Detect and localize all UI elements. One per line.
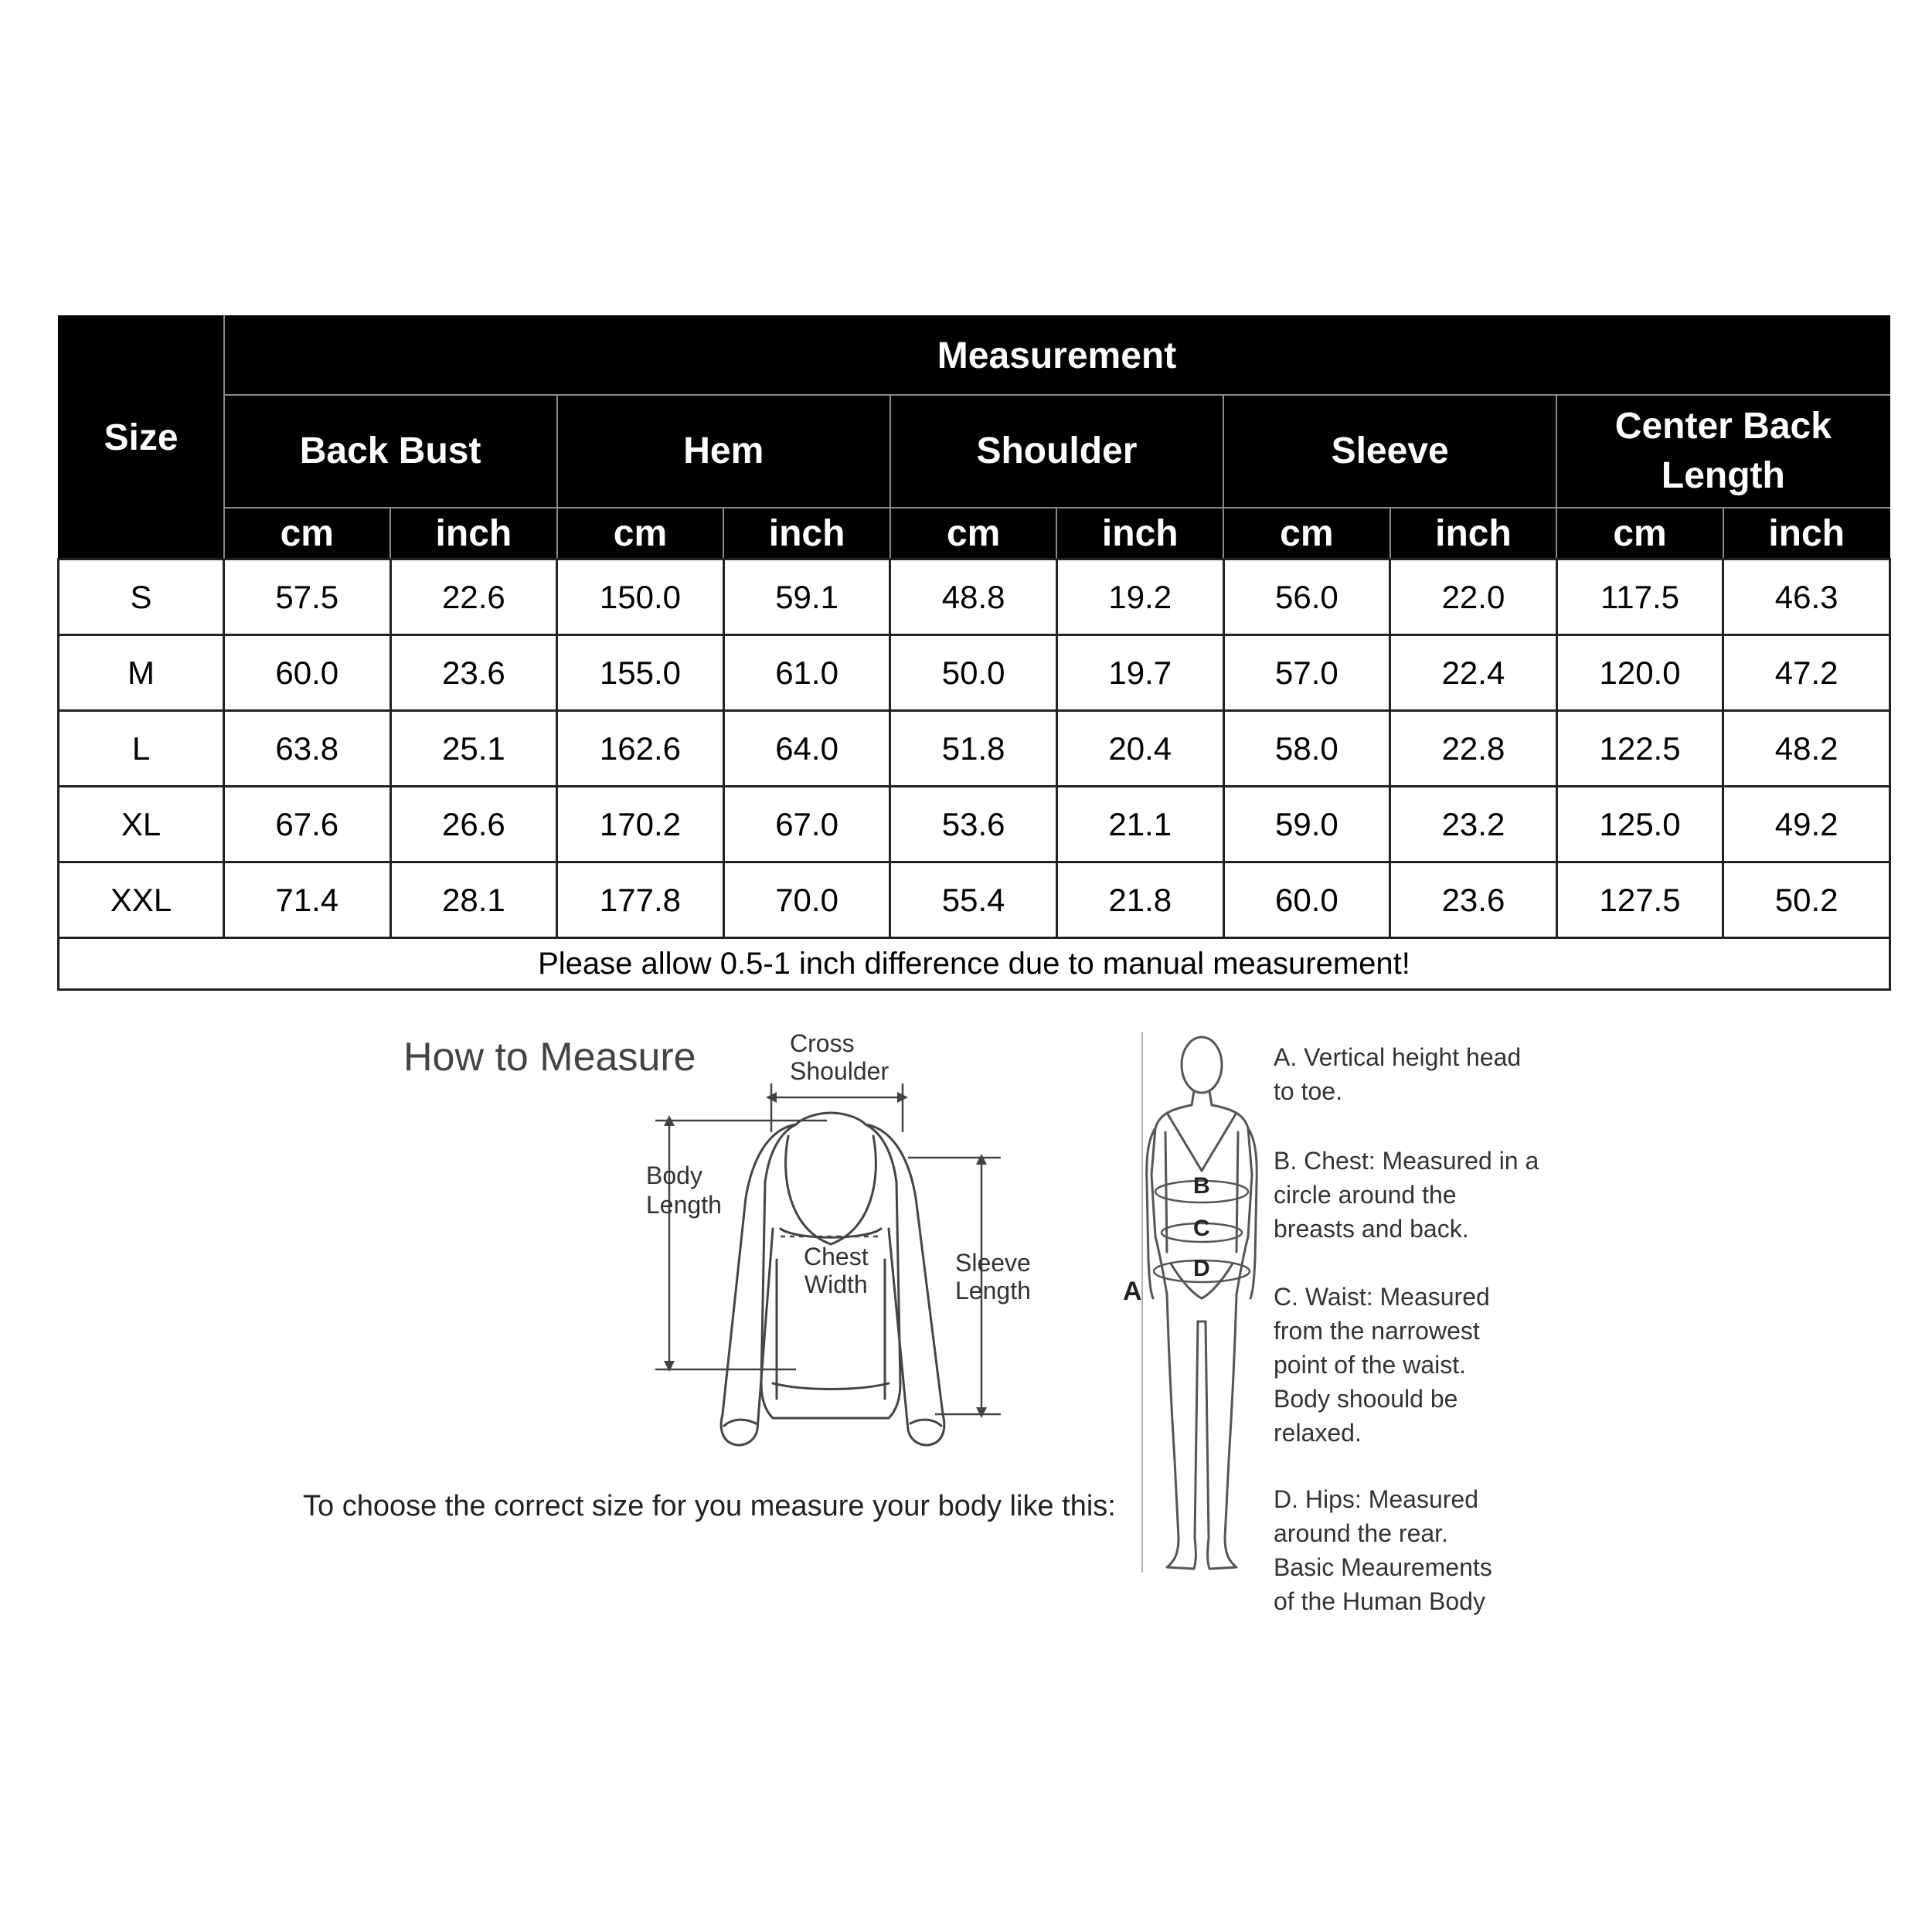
value-cell: 47.2 (1723, 635, 1890, 711)
measurement-header: Measurement (224, 316, 1890, 395)
legend-item-a: A. Vertical height head to toe. (1274, 1043, 1522, 1105)
value-cell: 59.1 (723, 560, 890, 635)
size-cell: XL (59, 787, 224, 862)
value-cell: 67.6 (224, 787, 391, 862)
value-cell: 150.0 (557, 560, 724, 635)
value-cell: 57.0 (1223, 635, 1390, 711)
measurement-note: Please allow 0.5-1 inch difference due to manual measurement! (59, 938, 1890, 990)
unit-header: cm (1556, 508, 1723, 560)
unit-header: cm (1223, 508, 1390, 560)
value-cell: 22.6 (390, 560, 557, 635)
value-cell: 25.1 (390, 711, 557, 787)
unit-header: cm (557, 508, 724, 560)
size-cell: M (59, 635, 224, 711)
size-chart-table (57, 315, 1891, 991)
value-cell: 21.8 (1056, 862, 1223, 938)
how-to-measure-title: How to Measure (403, 1035, 696, 1080)
table-row (59, 635, 1890, 711)
value-cell: 170.2 (557, 787, 724, 862)
value-cell: 64.0 (723, 711, 890, 787)
note-row (59, 938, 1890, 990)
value-cell: 59.0 (1223, 787, 1390, 862)
size-cell: L (59, 711, 224, 787)
value-cell: 51.8 (890, 711, 1057, 787)
body-figure-sketch (1147, 1037, 1257, 1569)
body-length-label: Body Length (646, 1162, 722, 1219)
value-cell: 127.5 (1556, 862, 1723, 938)
value-cell: 22.8 (1390, 711, 1557, 787)
group-header-hem: Hem (557, 395, 890, 508)
value-cell: 57.5 (224, 560, 391, 635)
value-cell: 63.8 (224, 711, 391, 787)
unit-header: cm (224, 508, 391, 560)
value-cell: 50.2 (1723, 862, 1890, 938)
value-cell: 60.0 (224, 635, 391, 711)
value-cell: 22.0 (1390, 560, 1557, 635)
unit-header: inch (1056, 508, 1223, 560)
value-cell: 162.6 (557, 711, 724, 787)
value-cell: 23.6 (1390, 862, 1557, 938)
unit-header: inch (390, 508, 557, 560)
size-rows (59, 560, 1890, 990)
instruction-text: To choose the correct size for you measure your body like this: (303, 1490, 1116, 1522)
size-cell: S (59, 560, 224, 635)
unit-header: cm (890, 508, 1057, 560)
value-cell: 46.3 (1723, 560, 1890, 635)
value-cell: 61.0 (723, 635, 890, 711)
value-cell: 28.1 (390, 862, 557, 938)
value-cell: 177.8 (557, 862, 724, 938)
size-cell: XXL (59, 862, 224, 938)
value-cell: 49.2 (1723, 787, 1890, 862)
value-cell: 58.0 (1223, 711, 1390, 787)
value-cell: 48.2 (1723, 711, 1890, 787)
value-cell: 117.5 (1556, 560, 1723, 635)
value-cell: 155.0 (557, 635, 724, 711)
table-row (59, 711, 1890, 787)
group-header-shoulder: Shoulder (890, 395, 1223, 508)
value-cell: 26.6 (390, 787, 557, 862)
legend-item-d: D. Hips: Measured around the rear. Basic Meaurements of the Human Body (1274, 1485, 1492, 1615)
value-cell: 19.7 (1056, 635, 1223, 711)
table-row (59, 560, 1890, 635)
legend-item-c: C. Waist: Measured from the narrowest point of the waist. Body shoould be relaxed. (1274, 1283, 1490, 1447)
unit-header: inch (1390, 508, 1557, 560)
value-cell: 20.4 (1056, 711, 1223, 787)
marker-d: D (1193, 1256, 1210, 1281)
value-cell: 60.0 (1223, 862, 1390, 938)
legend-item-b: B. Chest: Measured in a circle around the breasts and back. (1274, 1147, 1539, 1243)
unit-header: inch (723, 508, 890, 560)
group-header-back-bust: Back Bust (224, 395, 557, 508)
value-cell: 50.0 (890, 635, 1057, 711)
value-cell: 23.2 (1390, 787, 1557, 862)
size-header: Size (59, 316, 224, 560)
group-header-center-back-length: Center Back Length (1556, 395, 1889, 508)
unit-header: inch (1723, 508, 1890, 560)
value-cell: 22.4 (1390, 635, 1557, 711)
value-cell: 125.0 (1556, 787, 1723, 862)
measurement-illustrations (0, 997, 1932, 1654)
value-cell: 120.0 (1556, 635, 1723, 711)
how-to-measure-guide (0, 997, 1932, 1654)
sleeve-length-label: Sleeve Length (955, 1249, 1031, 1304)
value-cell: 71.4 (224, 862, 391, 938)
group-header-sleeve: Sleeve (1223, 395, 1556, 508)
value-cell: 70.0 (723, 862, 890, 938)
table-row (59, 862, 1890, 938)
table-row (59, 787, 1890, 862)
value-cell: 19.2 (1056, 560, 1223, 635)
value-cell: 56.0 (1223, 560, 1390, 635)
value-cell: 55.4 (890, 862, 1057, 938)
value-cell: 53.6 (890, 787, 1057, 862)
marker-c: C (1193, 1216, 1210, 1241)
marker-b: B (1193, 1173, 1210, 1199)
value-cell: 23.6 (390, 635, 557, 711)
marker-a: A (1123, 1277, 1142, 1306)
value-cell: 21.1 (1056, 787, 1223, 862)
value-cell: 67.0 (723, 787, 890, 862)
value-cell: 48.8 (890, 560, 1057, 635)
chest-width-label: Chest Width (804, 1243, 869, 1298)
value-cell: 122.5 (1556, 711, 1723, 787)
cross-shoulder-label: Cross Shoulder (790, 1029, 889, 1085)
